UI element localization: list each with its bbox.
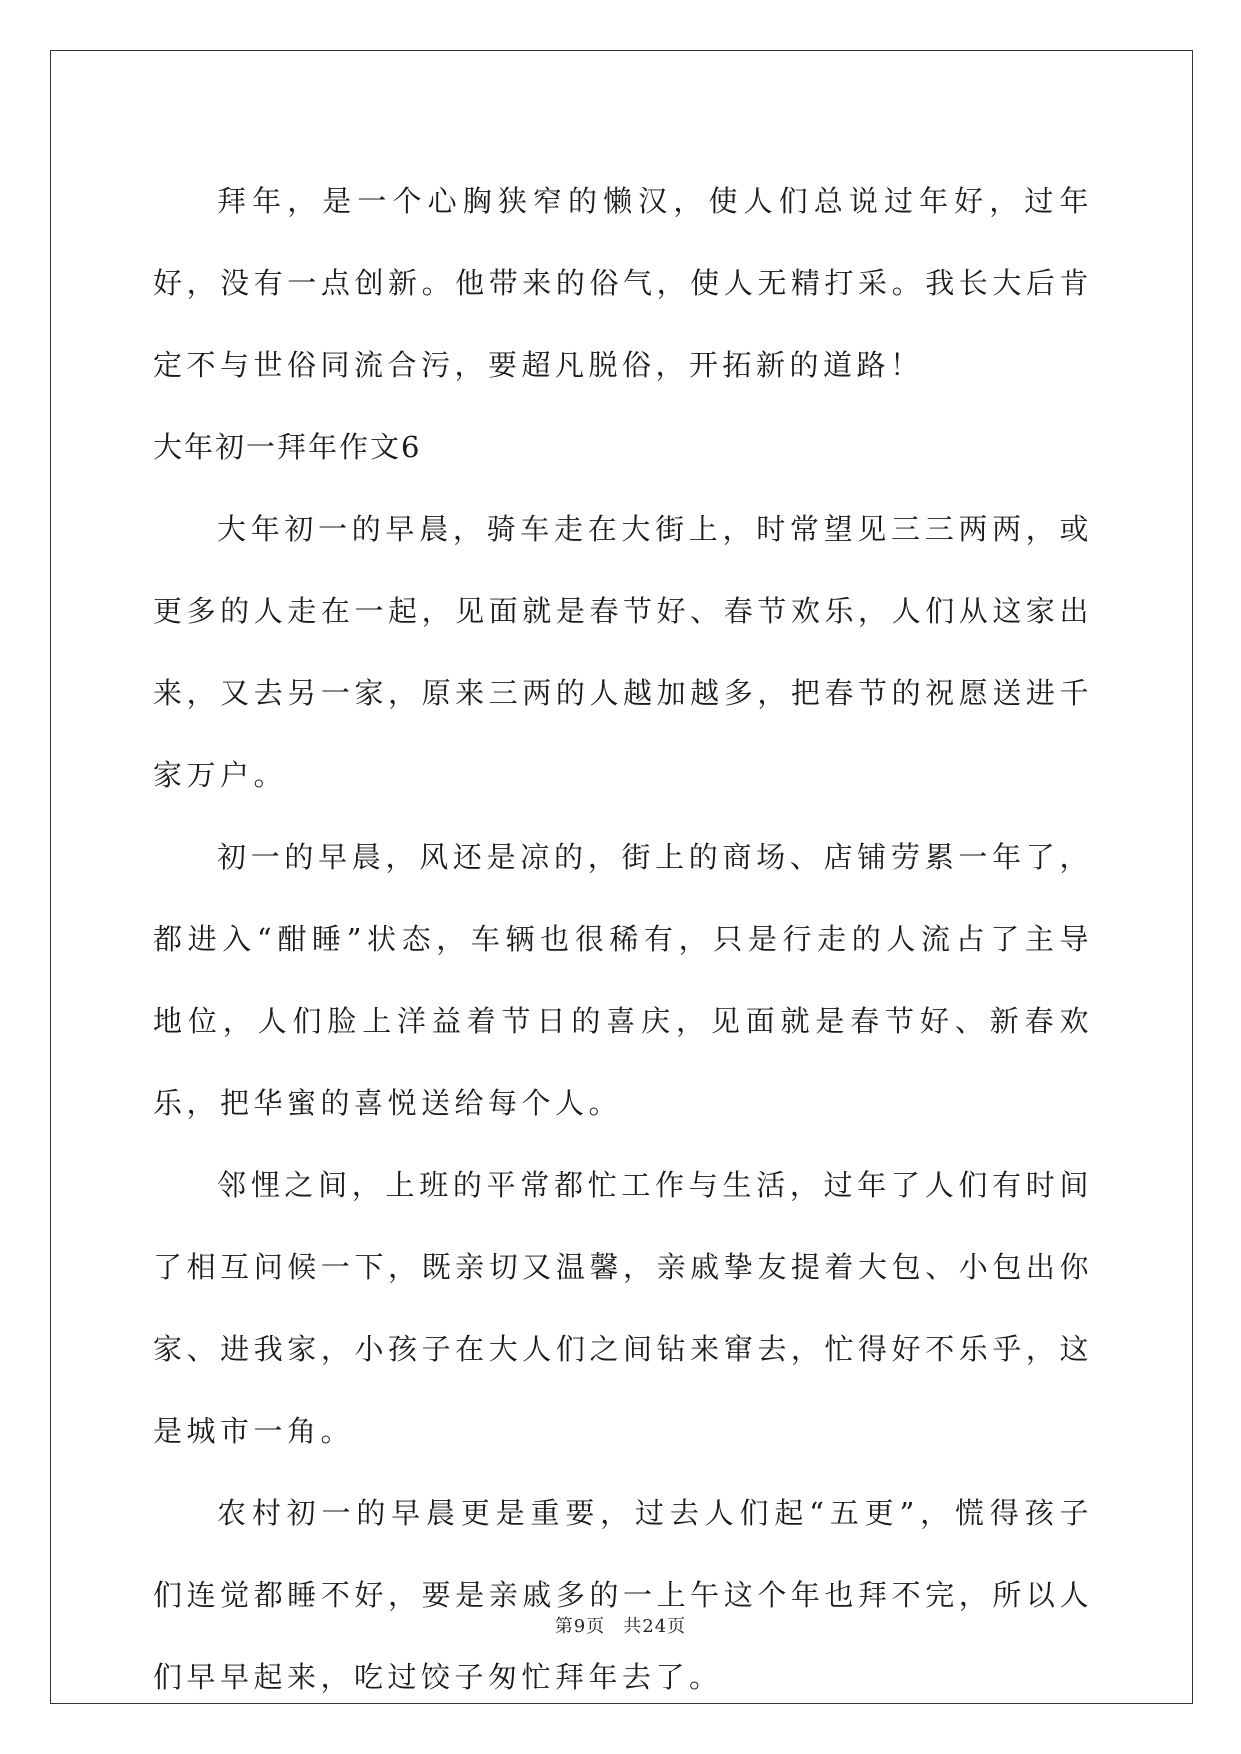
page-total: 共24页	[623, 1616, 687, 1637]
paragraph-cool-morning: 初一的早晨，风还是凉的，街上的商场、店铺劳累一年了，都进入“酣睡”状态，车辆也很稀有，只是行走的人流占了主导地位，人们脸上洋益着节日的喜庆，见面就是春节好、新春欢乐，把华蜜的喜悦送给每个人。	[153, 840, 1093, 1120]
document-body	[153, 160, 1093, 1718]
section-heading: 大年初一拜年作文6	[153, 430, 422, 464]
page-footer	[0, 1612, 1241, 1638]
page-number: 第9页	[554, 1616, 606, 1637]
paragraph-morning-street: 大年初一的早晨，骑车走在大街上，时常望见三三两两，或更多的人走在一起，见面就是春节好、春节欢乐，人们从这家出来，又去另一家，原来三两的人越加越多，把春节的祝愿送进千家万户。	[153, 512, 1093, 792]
paragraph-neighbors: 邻悝之间，上班的平常都忙工作与生活，过年了人们有时间了相互问候一下，既亲切又温馨，亲戚挚友提着大包、小包出你家、进我家，小孩子在大人们之间钻来窜去，忙得好不乐乎，这是城市一角。	[153, 1168, 1093, 1448]
paragraph-countryside: 农村初一的早晨更是重要，过去人们起“五更”，慌得孩子们连觉都睡不好，要是亲戚多的一上午这个年也拜不完，所以人们早早起来，吃过饺子匆忙拜年去了。	[153, 1496, 1093, 1694]
paragraph-intro-end: 拜年，是一个心胸狭窄的懒汉，使人们总说过年好，过年好，没有一点创新。他带来的俗气，使人无精打采。我长大后肯定不与世俗同流合污，要超凡脱俗，开拓新的道路！	[153, 184, 1093, 382]
